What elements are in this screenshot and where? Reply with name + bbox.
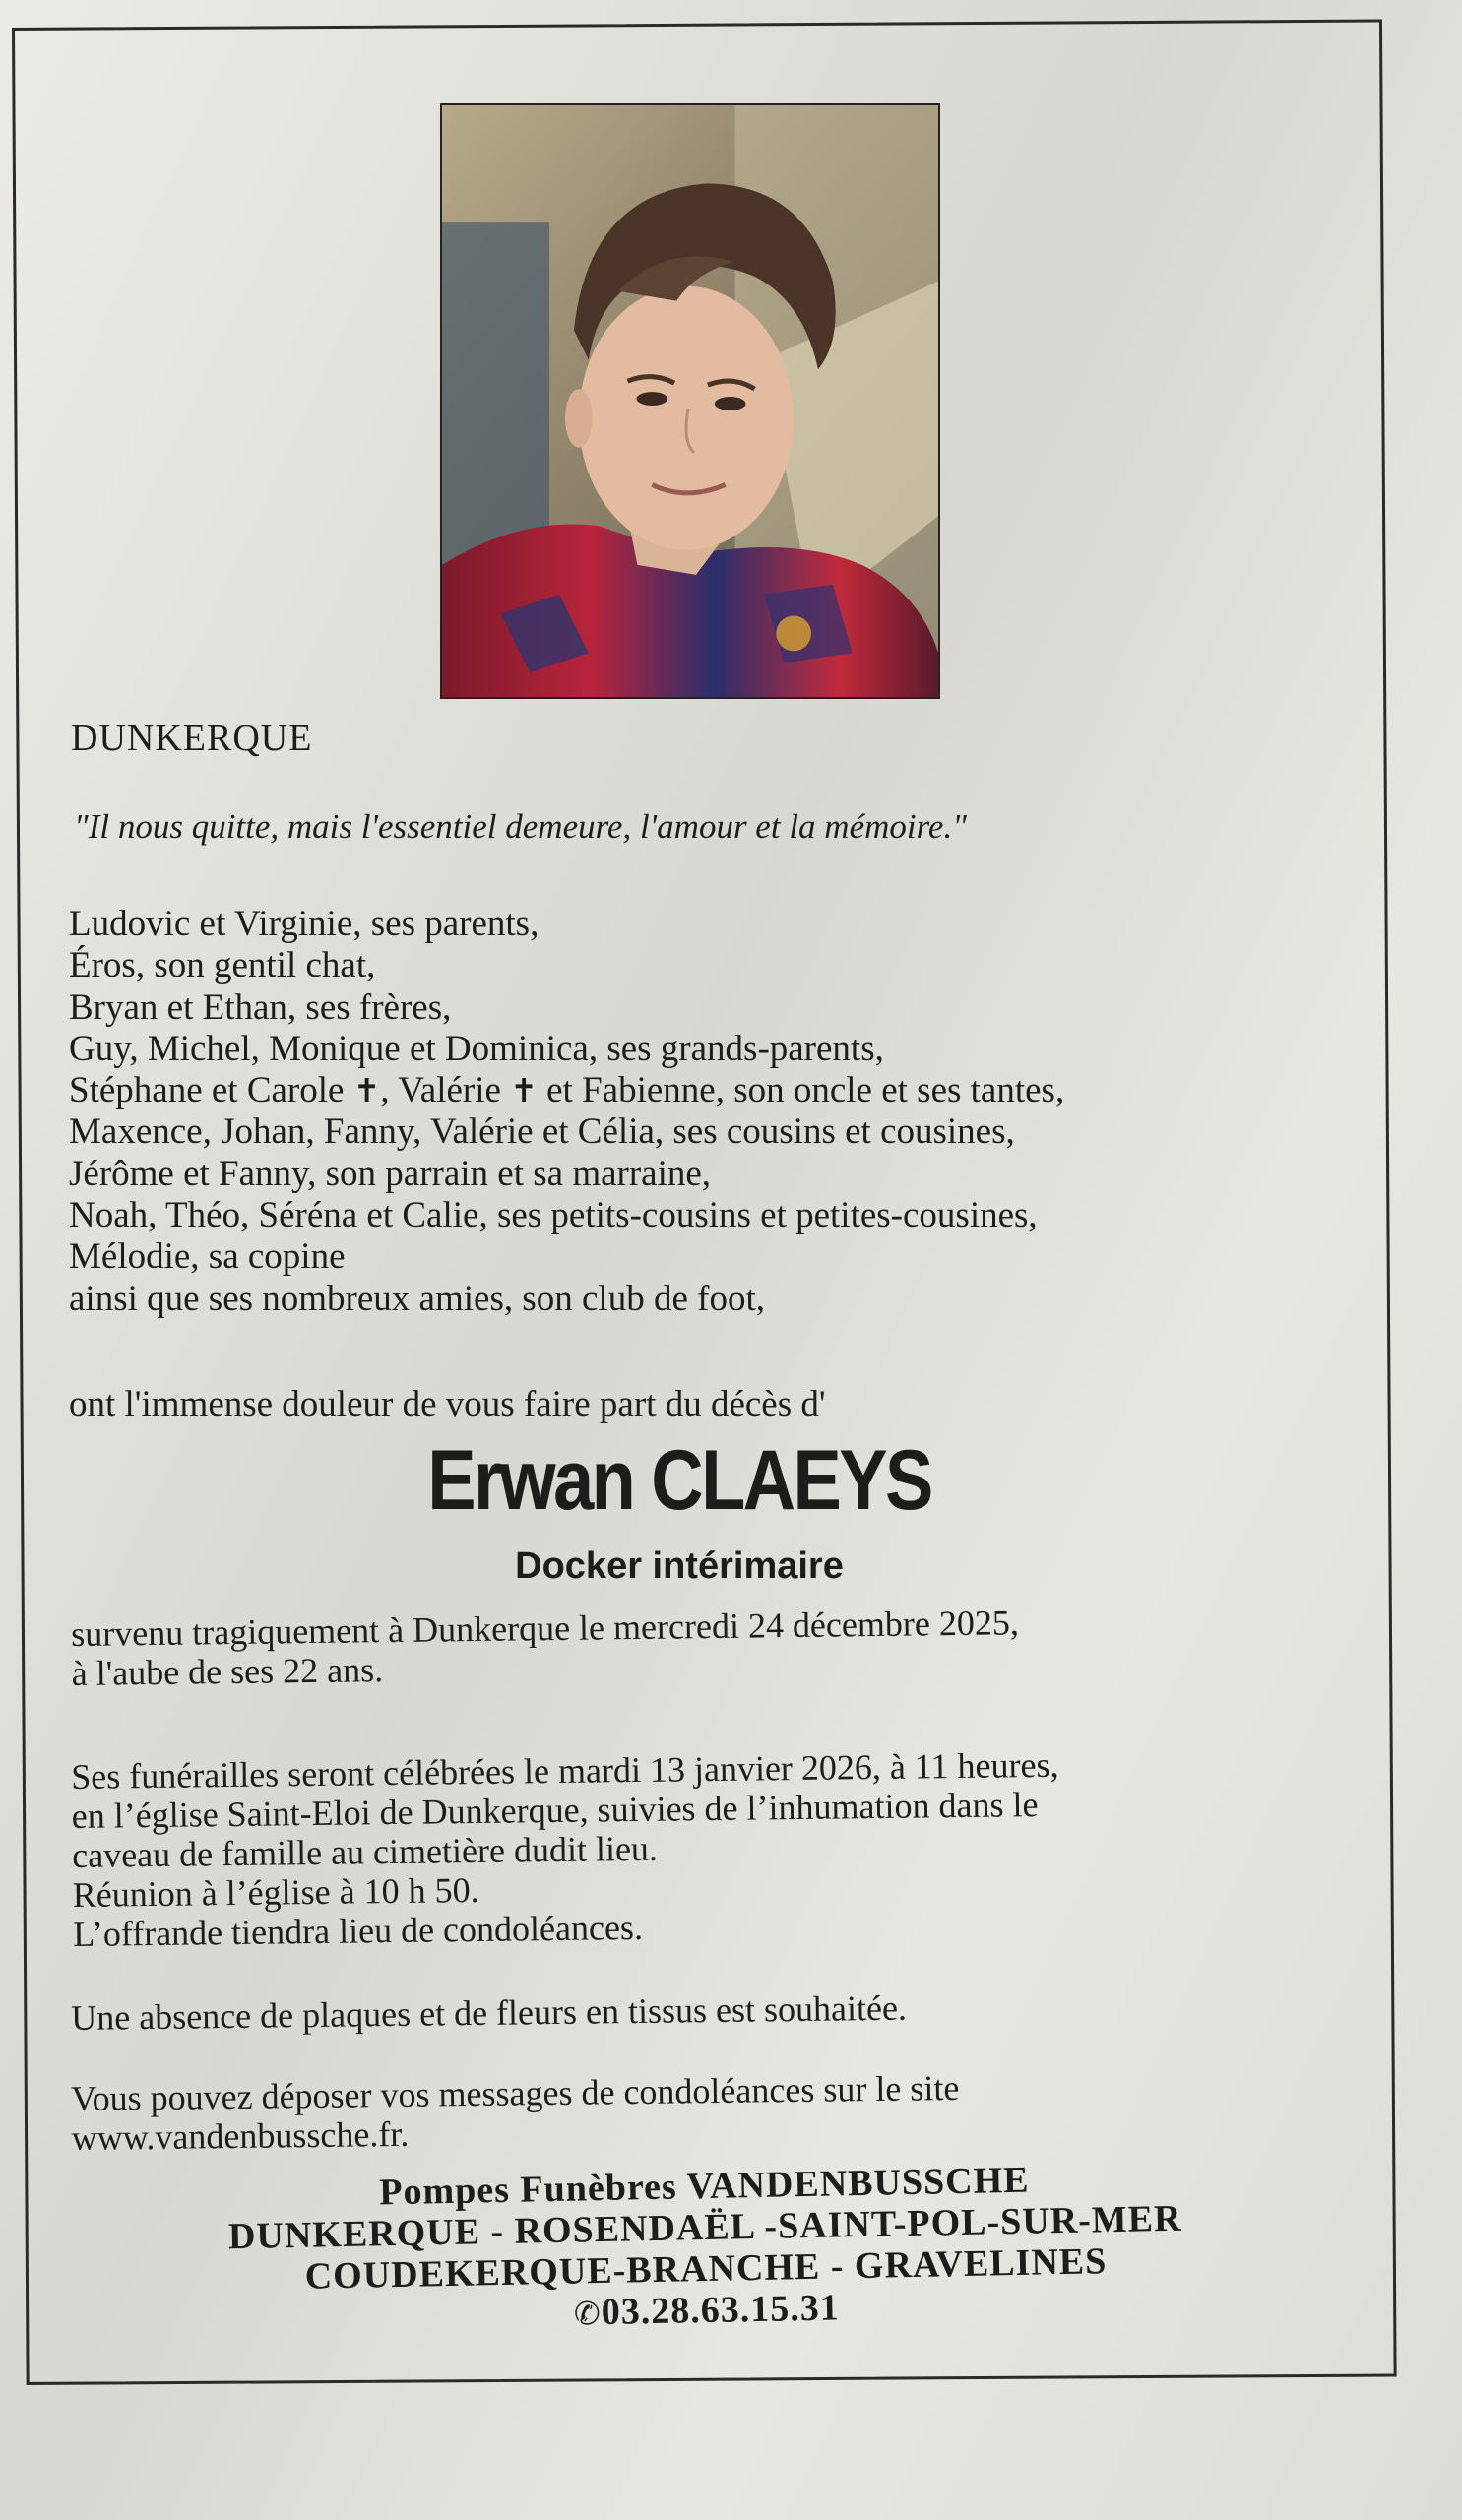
family-line: Mélodie, sa copine <box>69 1236 346 1278</box>
funeral-line: L’offrande tiendra lieu de condoléances. <box>72 1907 644 1954</box>
family-line: Noah, Théo, Séréna et Calie, ses petits-cousins et petites-cousines, <box>69 1195 1038 1236</box>
family-line: Guy, Michel, Monique et Dominica, ses grands-parents, <box>69 1028 884 1069</box>
cross-icon: ✝ <box>352 1071 381 1110</box>
death-details <box>71 1600 1303 1693</box>
funeral-line: Réunion à l’église à 10 h 50. <box>72 1869 479 1915</box>
funeral-details <box>71 1742 1303 1954</box>
condolences-website: www.vandenbussche.fr. <box>71 2113 410 2158</box>
family-line: Éros, son gentil chat, <box>69 945 376 986</box>
condolences-info <box>71 2064 1303 2158</box>
uncle-line-part3: et Fabienne, son oncle et ses tantes, <box>537 1070 1065 1111</box>
funeral-home-name: Pompes Funèbres VANDENBUSSCHE <box>378 2159 1030 2214</box>
death-line: à l'aube de ses 22 ans. <box>71 1650 384 1693</box>
phone-icon: ✆ <box>573 2295 603 2333</box>
city-heading: DUNKERQUE <box>71 718 313 759</box>
cross-icon: ✝ <box>510 1071 538 1110</box>
funeral-home-cities: COUDEKERQUE-BRANCHE - GRAVELINES <box>304 2240 1108 2298</box>
family-line: ainsi que ses nombreux amies, son club de foot, <box>69 1278 765 1319</box>
flowers-note: Une absence de plaques et de fleurs en tissus est souhaitée. <box>71 1987 908 2038</box>
occupation: Docker intérimaire <box>515 1545 844 1587</box>
family-line: Maxence, Johan, Fanny, Valérie et Célia, ses cousins et cousines, <box>69 1111 1015 1153</box>
deceased-name: Erwan CLAEYS <box>427 1433 931 1528</box>
epitaph-quote: "Il nous quitte, mais l'essentiel demeure, l'amour et la mémoire." <box>74 807 967 846</box>
funeral-line: caveau de famille au cimetière dudit lieu. <box>71 1828 659 1875</box>
family-list <box>69 904 1329 1320</box>
funeral-line: en l’église Saint-Eloi de Dunkerque, suivies de l’inhumation dans le <box>71 1785 1039 1836</box>
uncle-line-part2: , Valérie <box>380 1070 511 1111</box>
death-line: survenu tragiquement à Dunkerque le mercredi 24 décembre 2025, <box>71 1603 1020 1654</box>
family-line: Bryan et Ethan, ses frères, <box>69 986 452 1028</box>
family-line: Jérôme et Fanny, son parrain et sa marraine, <box>69 1153 712 1194</box>
uncle-line-part1: Stéphane et Carole <box>69 1070 353 1111</box>
condolences-line: Vous pouvez déposer vos messages de condoléances sur le site <box>71 2067 960 2118</box>
announcement-text: ont l'immense douleur de vous faire part du décès d' <box>69 1384 826 1424</box>
portrait-photo <box>440 103 940 699</box>
family-line: Ludovic et Virginie, ses parents, <box>69 904 540 944</box>
phone-number: 03.28.63.15.31 <box>601 2287 841 2334</box>
funeral-home-cities: DUNKERQUE - ROSENDAËL -SAINT-POL-SUR-MER <box>227 2197 1182 2258</box>
funeral-home-block <box>0 2152 1411 2345</box>
funeral-line: Ses funérailles seront célébrées le mardi 13 janvier 2026, à 11 heures, <box>71 1744 1059 1796</box>
portrait-illustration <box>442 105 938 697</box>
family-line-uncle-aunts <box>69 1070 1329 1111</box>
